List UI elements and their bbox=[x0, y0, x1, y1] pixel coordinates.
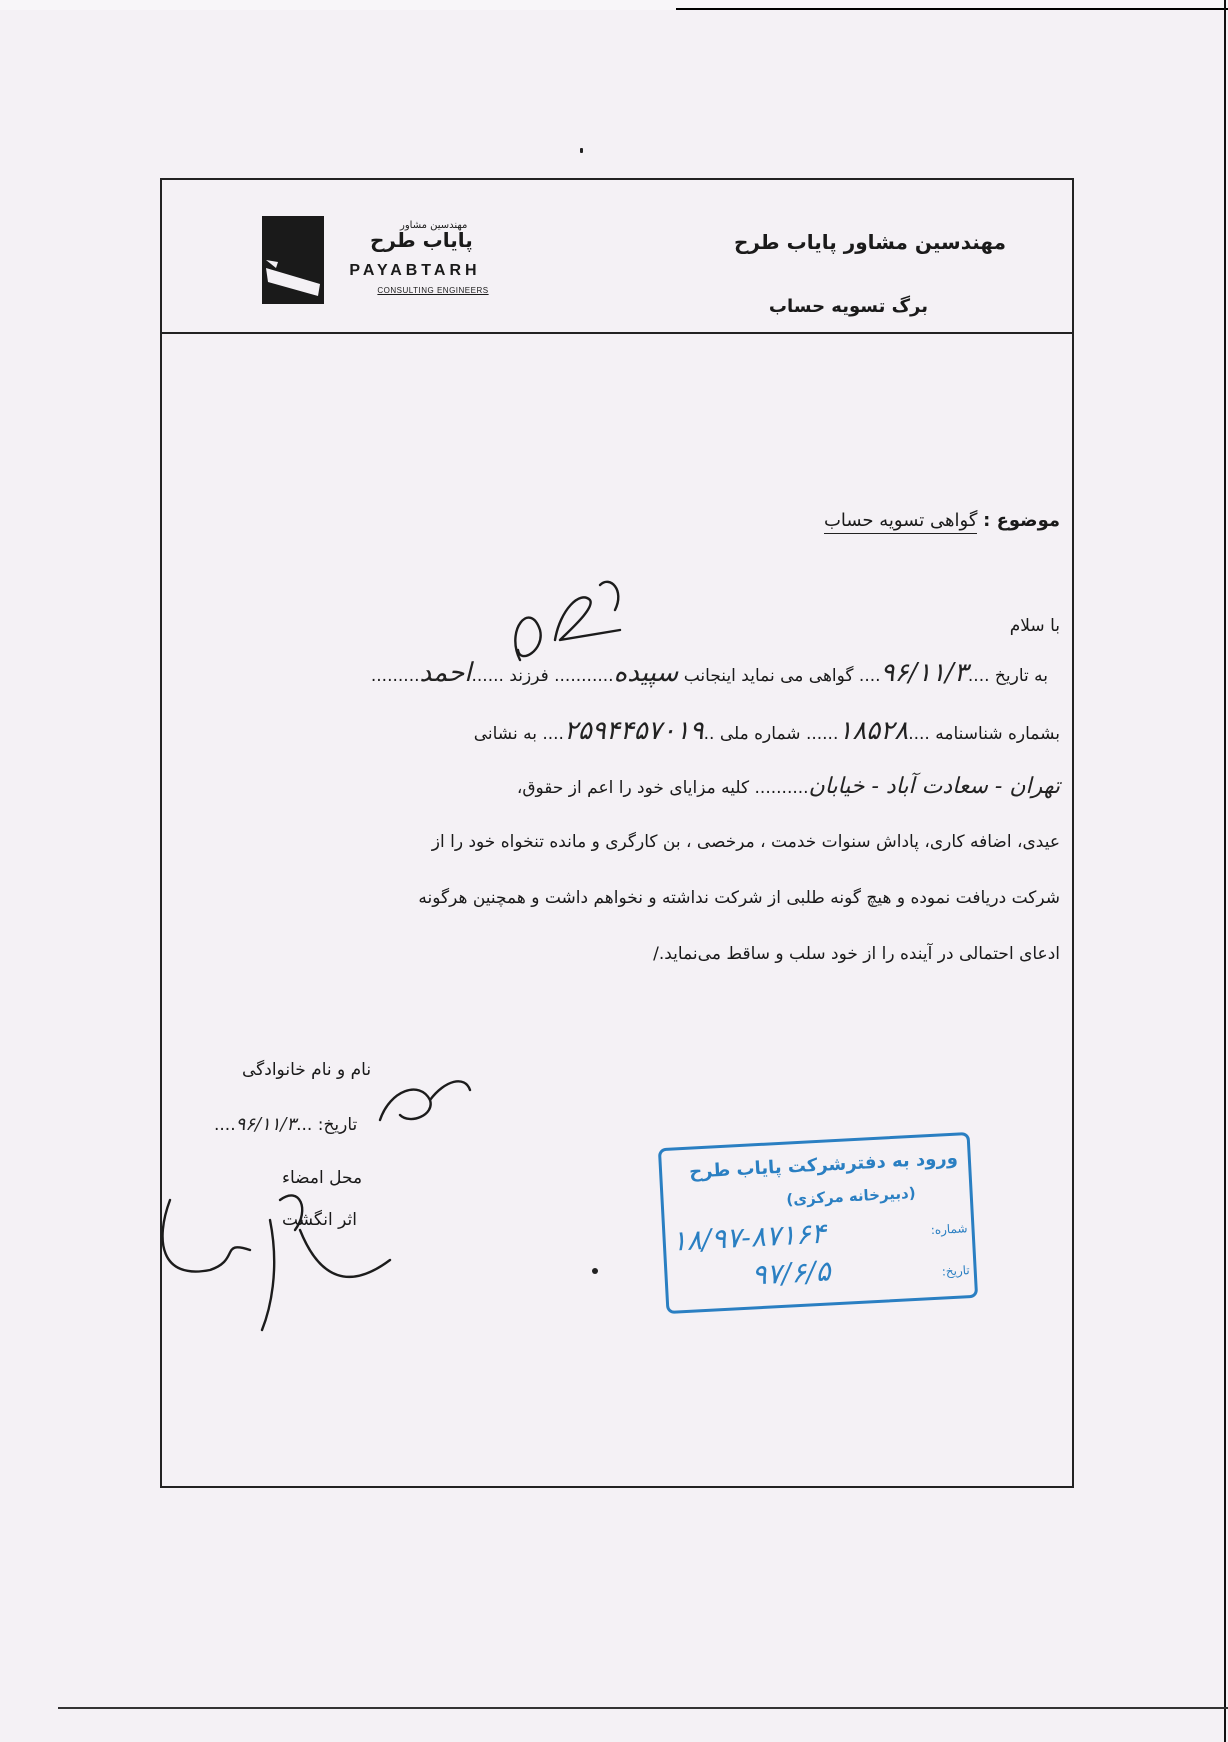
stamp-title: ورود به دفترشرکت پایاب طرح bbox=[688, 1147, 959, 1183]
greeting: با سلام bbox=[1009, 616, 1060, 636]
scan-border-top bbox=[676, 8, 1228, 10]
dotted-leader: .... bbox=[858, 666, 881, 686]
full-name-label: نام و نام خانوادگی bbox=[242, 1060, 372, 1080]
dotted-leader: .... bbox=[542, 724, 564, 744]
stamp-date-value: ۹۷/۶/۵ bbox=[750, 1254, 832, 1292]
id-prefix: بشماره شناسنامه bbox=[935, 724, 1060, 744]
signature-date-field bbox=[214, 1114, 357, 1135]
payabtarh-logo-icon bbox=[262, 216, 324, 304]
body-line-4: عیدی، اضافه کاری، پاداش سنوات خدمت ، مرخصی ، بن کارگری و مانده تنخواه خود را از bbox=[431, 832, 1060, 852]
signature-scribble-name bbox=[370, 1060, 480, 1140]
dotted-leader: .. bbox=[703, 724, 715, 744]
dotted-leader: .... bbox=[214, 1115, 236, 1135]
handwritten-address: تهران - سعادت آباد - خیابان bbox=[808, 774, 1060, 799]
national-label: شماره ملی bbox=[719, 724, 801, 744]
subject-line bbox=[824, 510, 1060, 531]
dotted-leader: ........... bbox=[554, 666, 614, 686]
form-title: برگ تسویه حساب bbox=[768, 296, 928, 317]
dotted-leader: .... bbox=[967, 666, 990, 686]
handwritten-national-id: ۲۵۹۴۴۵۷۰۱۹ bbox=[563, 716, 704, 746]
subject-value: گواهی تسویه حساب bbox=[824, 510, 977, 534]
stamp-number-value: ۱۸/۹۷-۸۷۱۶۴ bbox=[670, 1216, 827, 1258]
subject-label: موضوع : bbox=[983, 510, 1060, 531]
fingerprint-label: اثر انگشت bbox=[282, 1210, 357, 1230]
handwritten-date: ۹۶/۱۱/۳ bbox=[880, 658, 968, 688]
father-label: فرزند bbox=[509, 666, 549, 686]
signature-place-label: محل امضاء bbox=[282, 1168, 363, 1188]
handwritten-id-number: ۱۸۵۲۸ bbox=[838, 716, 909, 746]
dotted-leader: .... bbox=[908, 724, 930, 744]
body-line-6: ادعای احتمالی در آینده را از خود سلب و ساقط می‌نماید./ bbox=[653, 944, 1060, 964]
body-line-1 bbox=[371, 658, 1048, 688]
logo-persian-name: پایاب طرح bbox=[370, 228, 473, 252]
logo-small-text: مهندسین مشاور bbox=[400, 220, 468, 231]
stamp-number-label: شماره: bbox=[930, 1221, 968, 1238]
dotted-leader: ......... bbox=[370, 666, 420, 686]
letterhead bbox=[162, 180, 1072, 334]
signature-scribble-top bbox=[500, 570, 640, 680]
benefits-text: کلیه مزایای خود را اعم از حقوق، bbox=[516, 778, 750, 798]
body-line-5: شرکت دریافت نموده و هیچ گونه طلبی از شرکت نداشته و نخواهم داشت و همچنین هرگونه bbox=[418, 888, 1060, 908]
body-line-3 bbox=[517, 774, 1060, 799]
dotted-leader: .......... bbox=[754, 778, 809, 798]
logo-english-subtitle: CONSULTING ENGINEERS bbox=[377, 286, 489, 295]
handwritten-father-name: احمد bbox=[419, 658, 472, 688]
dotted-leader: ...... bbox=[471, 666, 504, 686]
address-label: به نشانی bbox=[473, 724, 537, 744]
scan-speck bbox=[580, 148, 583, 153]
stamp-subtitle: (دبیرخانه مرکزی) bbox=[785, 1183, 917, 1209]
scan-border-bottom bbox=[58, 1707, 1228, 1709]
company-name: مهندسین مشاور پایاب طرح bbox=[733, 230, 1006, 254]
signature-scribble-main bbox=[150, 1180, 410, 1340]
date-prefix: به تاریخ bbox=[994, 666, 1048, 686]
logo-english-name: PAYABTARH bbox=[349, 262, 481, 279]
handwritten-signature-date: ۹۶/۱۱/۳ bbox=[235, 1114, 297, 1135]
dotted-leader: ... bbox=[296, 1115, 313, 1135]
scan-border-right bbox=[1224, 0, 1226, 1742]
stamp-date-label: تاریخ: bbox=[941, 1263, 971, 1279]
registry-stamp bbox=[658, 1132, 978, 1314]
logo-wordmark bbox=[340, 220, 540, 310]
signature-date-label: تاریخ: bbox=[317, 1115, 358, 1135]
body-line-2 bbox=[474, 716, 1060, 746]
certify-text: گواهی می نماید اینجانب bbox=[683, 666, 854, 686]
handwritten-name: سپیده bbox=[613, 658, 679, 688]
dotted-leader: ...... bbox=[805, 724, 839, 744]
